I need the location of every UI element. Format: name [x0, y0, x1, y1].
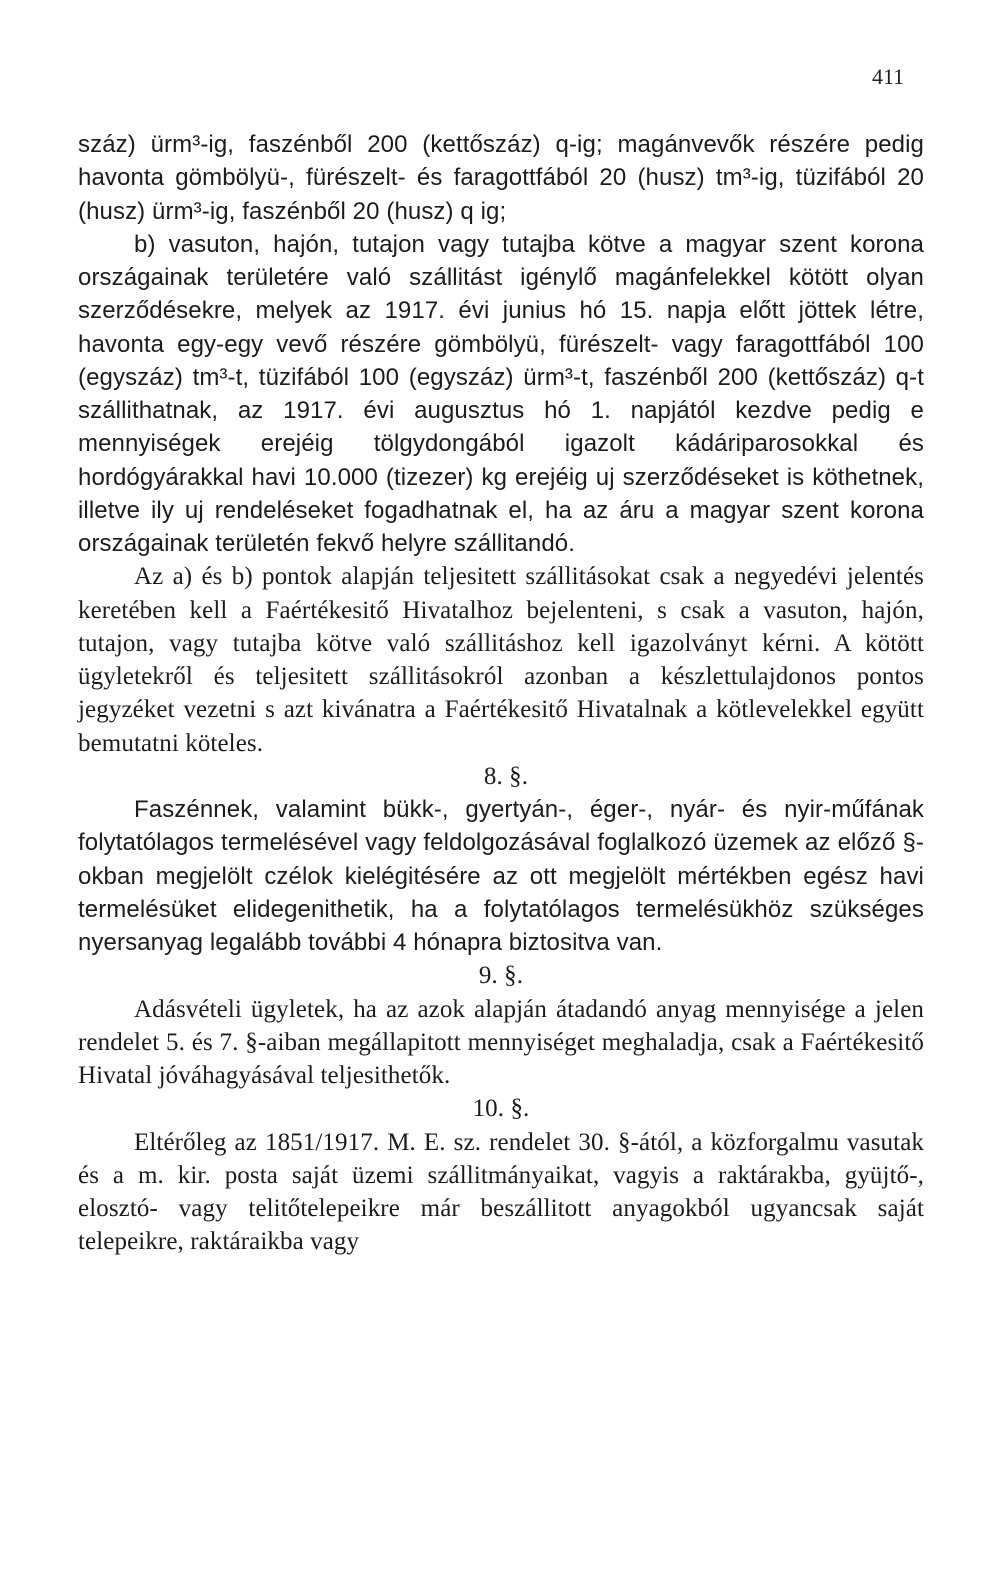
- page-number: 411: [872, 64, 905, 89]
- paragraph-continuation: száz) ürm³-ig, faszénből 200 (kettőszáz) q-ig; magánvevők részére pedig havonta gömbölyü-, fürészelt- és faragottfából 20 (husz) tm³-ig, tüzifából 20 (husz) ürm³-ig, faszénből 20 (husz) q ig;: [78, 131, 924, 225]
- section-heading-10: 10. §.: [472, 1095, 530, 1123]
- body-text: [78, 128, 924, 1259]
- paragraph-section-8: Faszénnek, valamint bükk-, gyertyán-, éger-, nyár- és nyir-műfának folytatólagos termelésével vagy feldolgozásával foglalkozó üzemek az előző §-okban megjelölt czélok kielégitésére az ott megjelölt mértékben egész havi termelésüket elidegenithetik, ha a folytatólagos termelésükhöz szükséges nyersanyag legalább további 4 hónapra biztositva van.: [78, 796, 924, 956]
- paragraph-reporting: Az a) és b) pontok alapján teljesitett szállitásokat csak a negyedévi jelentés keretében kell a Faértékesitő Hivatalhoz bejelenteni, s csak a vasuton, hajón, tutajon, vagy tutajba kötve való szállitáshoz kell igazolványt kérni. A kötött ügyletekről és teljesitett szállitásokról azonban a készlettulajdonos pontos jegyzéket vezetni s azt kivánatra a Faértékesitő Hivatalnak a kötlevelekkel együtt bemutatni köteles.: [78, 563, 924, 757]
- section-heading-9: 9. §.: [478, 962, 524, 990]
- paragraph-section-10: Eltérőleg az 1851/1917. M. E. sz. rendelet 30. §-ától, a közforgalmu vasutak és a m. kir. posta saját üzemi szállitmányaikat, vagyis a raktárakba, gyüjtő-, elosztó- vagy telitőtelepeikre már beszállitott anyagokból ugyancsak saját telepeikre, raktáraikba vagy: [78, 1128, 924, 1256]
- paragraph-section-9: Adásvételi ügyletek, ha az azok alapján átadandó anyag mennyisége a jelen rendelet 5. és 7. §-aiban megállapitott mennyiséget meghaladja, csak a Faértékesitő Hivatal jóváhagyásával teljesithetők.: [78, 995, 924, 1089]
- section-heading-8: 8. §.: [483, 762, 529, 790]
- paragraph-point-b: b) vasuton, hajón, tutajon vagy tutajba kötve a magyar szent korona országainak területére való szállitást igénylő magánfelekkel kötött olyan szerződésekre, melyek az 1917. évi junius hó 15. napja előtt jöttek létre, havonta egy-egy vevő részére gömbölyü, fürészelt- vagy faragottfából 100 (egyszáz) tm³-t, tüzifából 100 (egyszáz) ürm³-t, faszénből 200 (kettőszáz) q-t szállithatnak, az 1917. évi augusztus hó 1. napjától kezdve pedig e mennyiségek erejéig tölgydongából igazolt kádáriparosokkal és hordógyárakkal havi 10.000 (tizezer) kg erejéig uj szerződéseket is köthetnek, illetve ily uj rendeléseket fogadhatnak el, ha az áru a magyar szent korona országainak területén fekvő helyre szállitandó.: [78, 230, 924, 557]
